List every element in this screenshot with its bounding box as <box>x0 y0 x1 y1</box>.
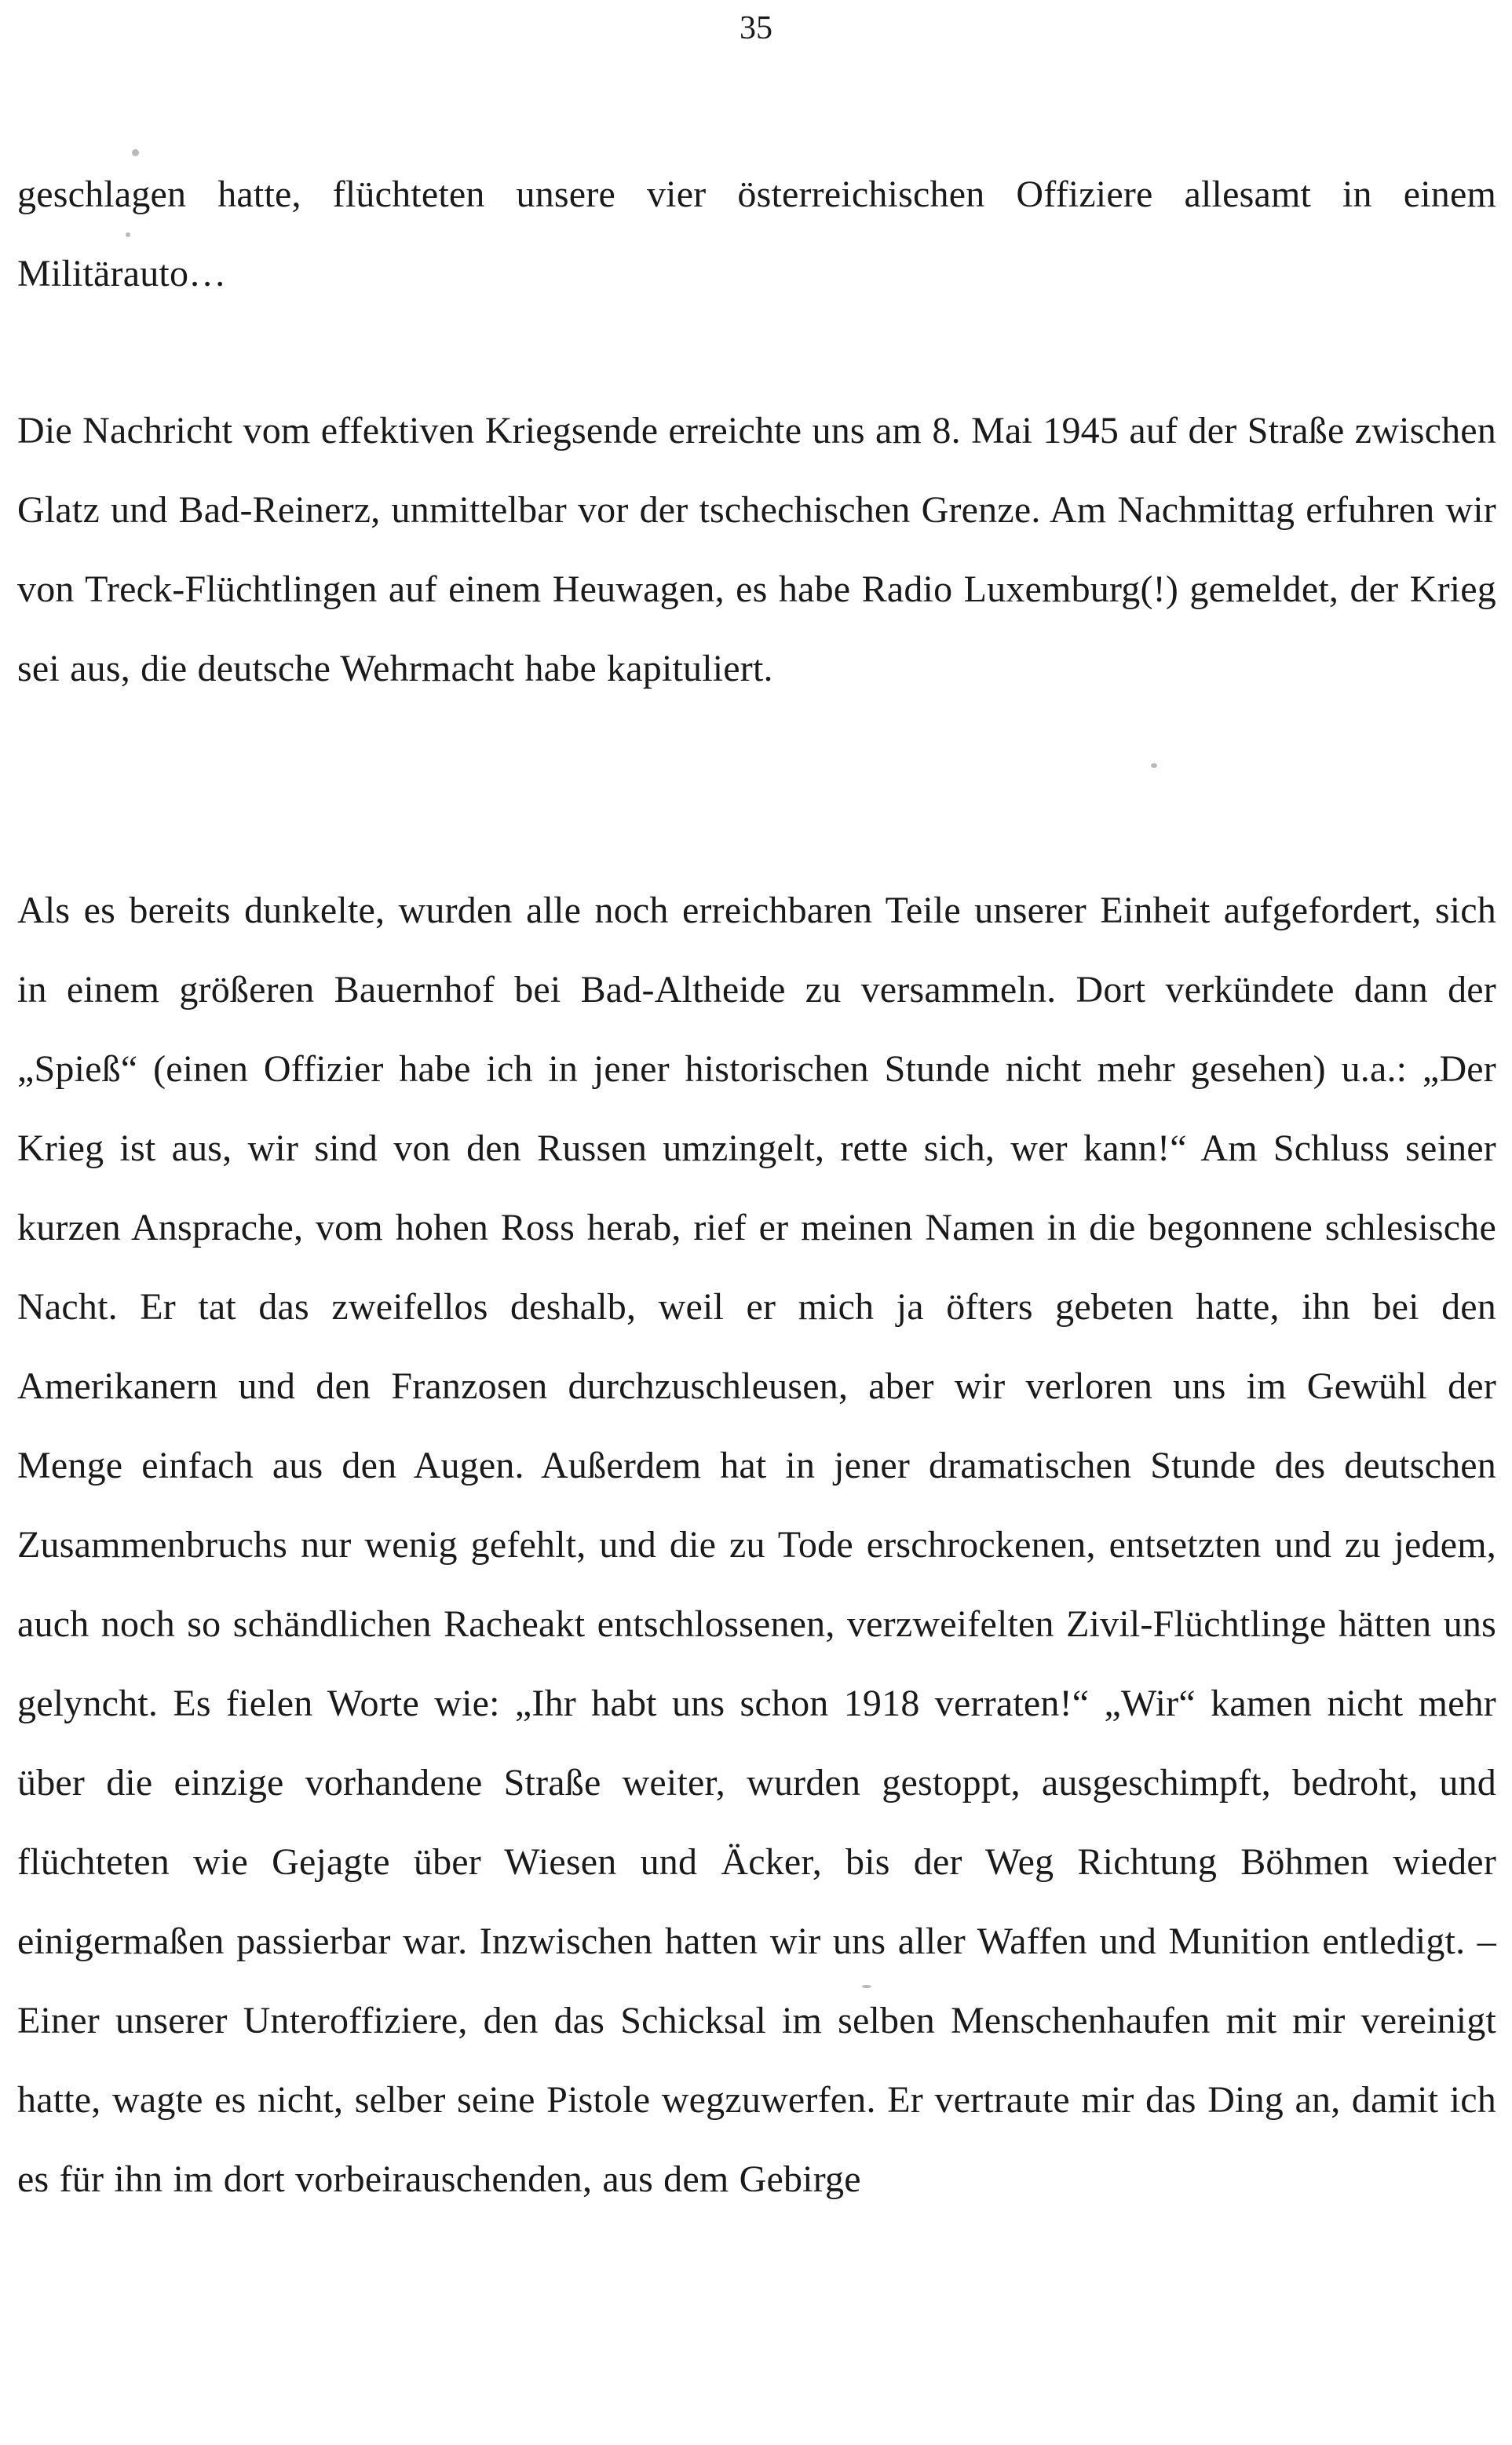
scan-speck <box>1151 763 1157 768</box>
paragraph-1 <box>17 155 1496 313</box>
paragraph-2 <box>17 391 1496 708</box>
paragraph-text: Die Nachricht vom effektiven Kriegsende erreichte uns am 8. Mai 1945 auf der Straße zwischen Glatz und Bad-Reinerz, unmittelbar vor der tschechischen Grenze. Am Nachmittag erfuhren wir von Treck-Flüchtlingen auf einem Heuwagen, es habe Radio Luxemburg(!) gemeldet, der Krieg sei aus, die deutsche Wehrmacht habe kapituliert. <box>17 410 1496 689</box>
scan-speck <box>126 232 130 237</box>
paragraph-text: Als es bereits dunkelte, wurden alle noch erreichbaren Teile unserer Einheit aufgefordert, sich in einem größeren Bauernhof bei Bad-Altheide zu versammeln. Dort verkündete dann der „Spieß“ (einen Offizier habe ich in jener historischen Stunde nicht mehr gesehen) u.a.: „Der Krieg ist aus, wir sind von den Russen umzingelt, rette sich, wer kann!“ Am Schluss seiner kurzen Ansprache, vom hohen Ross herab, rief er meinen Namen in die begonnene schlesische Nacht. Er tat das zweifellos deshalb, weil er mich ja öfters gebeten hatte, ihn bei den Amerikanern und den Franzosen durchzuschleusen, aber wir verloren uns im Gewühl der Menge einfach aus den Augen. Außerdem hat in jener dramatischen Stunde des deutschen Zusammenbruchs nur wenig gefehlt, und die zu Tode erschrockenen, entsetzten und zu jedem, auch noch so schändlichen Racheakt entschlossenen, verzweifelten Zivil-Flüchtlinge hätten uns gelyncht. Es fielen Worte wie: „Ihr habt uns schon 1918 verraten!“ „Wir“ kamen nicht mehr über die einzige vorhandene Straße weiter, wurden gestoppt, ausgeschimpft, bedroht, und flüchteten wie Gejagte über Wiesen und Äcker, bis der Weg Richtung Böhmen wieder einigermaßen passierbar war. Inzwischen hatten wir uns aller Waffen und Munition entledigt. – Einer unserer Unteroffiziere, den das Schicksal im selben Menschenhaufen mit mir vereinigt hatte, wagte es nicht, selber seine Pistole wegzuwerfen. Er vertraute mir das Ding an, damit ich es für ihn im dort vorbeirauschenden, aus dem Gebirge <box>17 890 1496 2200</box>
page-number: 35 <box>740 10 772 46</box>
scan-speck <box>132 149 139 156</box>
paragraph-text: geschlagen hatte, flüchteten unsere vier österreichischen Offiziere allesamt in einem Militärauto… <box>17 174 1496 294</box>
scan-speck <box>862 1985 871 1988</box>
paragraph-3 <box>17 871 1496 2219</box>
